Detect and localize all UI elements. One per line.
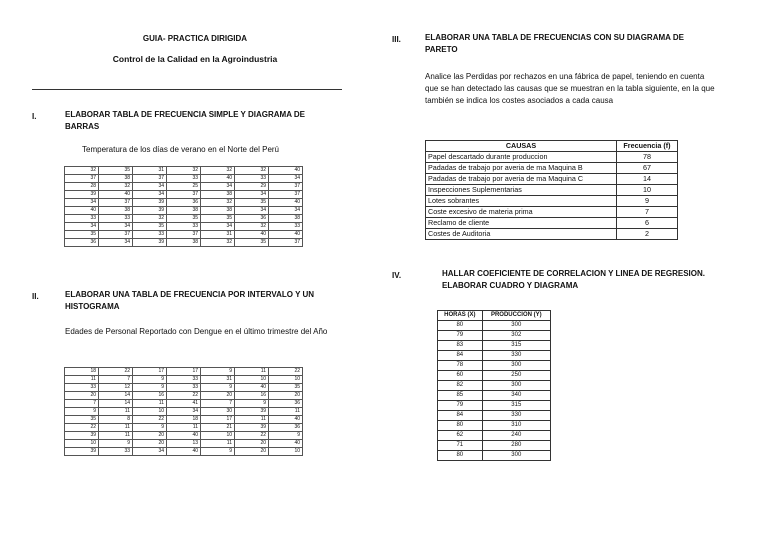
production-value: 300 xyxy=(482,451,550,461)
table-cell: 20 xyxy=(201,392,235,400)
table-cell: 33 xyxy=(99,215,133,223)
production-value: 240 xyxy=(482,431,550,441)
table-cell: 33 xyxy=(167,223,201,231)
table-cell: 7 xyxy=(65,400,99,408)
table-cell: 38 xyxy=(99,175,133,183)
table-cell: 38 xyxy=(167,239,201,247)
hours-row xyxy=(438,371,551,381)
table-cell: 39 xyxy=(133,239,167,247)
table-cell: 16 xyxy=(235,392,269,400)
causes-header: CAUSAS xyxy=(426,141,617,152)
cause-name: Reclamo de cliente xyxy=(426,218,617,229)
hours-value: 79 xyxy=(438,401,483,411)
table-cell: 22 xyxy=(99,368,133,376)
table-cell: 39 xyxy=(65,191,99,199)
section-2-number: II. xyxy=(32,292,39,301)
ages-row xyxy=(65,432,303,440)
production-value: 315 xyxy=(482,341,550,351)
table-cell: 31 xyxy=(201,376,235,384)
temperature-row xyxy=(65,183,303,191)
hours-value: 85 xyxy=(438,391,483,401)
ages-row xyxy=(65,408,303,416)
ages-row xyxy=(65,448,303,456)
table-cell: 39 xyxy=(65,432,99,440)
hours-row xyxy=(438,331,551,341)
hours-row xyxy=(438,341,551,351)
ages-row xyxy=(65,416,303,424)
cause-name: Lotes sobrantes xyxy=(426,196,617,207)
table-cell: 10 xyxy=(269,448,303,456)
section-3-paragraph: Analice las Perdidas por rechazos en una fábrica de papel, teniendo en cuenta que se han detectado las causas que se muestran en la tabla siguiente, en la que también se indica los costes asociados a cada causa xyxy=(425,72,715,105)
document-title: GUIA- PRACTICA DIRIGIDA xyxy=(142,34,248,43)
table-cell: 34 xyxy=(269,207,303,215)
table-cell: 20 xyxy=(269,392,303,400)
table-cell: 11 xyxy=(269,408,303,416)
table-cell: 38 xyxy=(269,215,303,223)
table-cell: 39 xyxy=(133,207,167,215)
table-cell: 40 xyxy=(235,231,269,239)
production-value: 315 xyxy=(482,401,550,411)
table-cell: 35 xyxy=(269,384,303,392)
hours-value: 84 xyxy=(438,411,483,421)
table-cell: 35 xyxy=(235,199,269,207)
hours-value: 71 xyxy=(438,441,483,451)
table-cell: 33 xyxy=(235,175,269,183)
cause-frequency: 7 xyxy=(617,207,678,218)
table-cell: 9 xyxy=(269,432,303,440)
table-cell: 11 xyxy=(201,440,235,448)
production-value: 340 xyxy=(482,391,550,401)
hours-production-table xyxy=(437,310,551,461)
table-cell: 34 xyxy=(133,183,167,191)
cause-frequency: 9 xyxy=(617,196,678,207)
cause-frequency: 67 xyxy=(617,163,678,174)
table-cell: 35 xyxy=(65,416,99,424)
table-cell: 33 xyxy=(269,223,303,231)
hours-row xyxy=(438,391,551,401)
table-cell: 34 xyxy=(269,175,303,183)
table-cell: 25 xyxy=(167,183,201,191)
table-cell: 22 xyxy=(65,424,99,432)
header-divider xyxy=(32,89,342,90)
table-cell: 36 xyxy=(65,239,99,247)
table-cell: 33 xyxy=(167,376,201,384)
table-cell: 34 xyxy=(65,199,99,207)
table-cell: 33 xyxy=(65,384,99,392)
cause-row xyxy=(426,163,678,174)
cause-name: Papel descartado durante produccion xyxy=(426,152,617,163)
table-cell: 32 xyxy=(99,183,133,191)
table-cell: 40 xyxy=(99,191,133,199)
table-cell: 40 xyxy=(235,384,269,392)
table-cell: 32 xyxy=(167,167,201,175)
ages-row xyxy=(65,384,303,392)
table-cell: 20 xyxy=(235,440,269,448)
cause-row xyxy=(426,218,678,229)
cause-name: Inspecciones Suplementarias xyxy=(426,185,617,196)
table-cell: 31 xyxy=(133,167,167,175)
section-4-number: IV. xyxy=(392,271,402,280)
table-cell: 31 xyxy=(201,231,235,239)
table-cell: 17 xyxy=(201,416,235,424)
table-cell: 33 xyxy=(65,215,99,223)
hours-value: 80 xyxy=(438,451,483,461)
table-cell: 9 xyxy=(133,424,167,432)
hours-row xyxy=(438,431,551,441)
table-cell: 40 xyxy=(269,167,303,175)
document-subtitle: Control de la Calidad en la Agroindustria xyxy=(112,54,278,64)
table-cell: 10 xyxy=(65,440,99,448)
hours-row xyxy=(438,451,551,461)
table-cell: 35 xyxy=(201,215,235,223)
table-cell: 7 xyxy=(99,376,133,384)
hours-value: 83 xyxy=(438,341,483,351)
cause-row xyxy=(426,174,678,185)
table-cell: 37 xyxy=(99,199,133,207)
section-3-title: ELABORAR UNA TABLA DE FRECUENCIAS CON SU DIAGRAMA DE PARETO xyxy=(425,33,684,54)
ages-row xyxy=(65,440,303,448)
table-cell: 34 xyxy=(235,207,269,215)
table-cell: 9 xyxy=(201,384,235,392)
table-cell: 18 xyxy=(65,368,99,376)
temperature-row xyxy=(65,199,303,207)
table-cell: 11 xyxy=(99,408,133,416)
table-cell: 18 xyxy=(167,416,201,424)
table-cell: 11 xyxy=(65,376,99,384)
table-cell: 10 xyxy=(133,408,167,416)
table-cell: 10 xyxy=(201,432,235,440)
table-cell: 9 xyxy=(235,400,269,408)
table-cell: 34 xyxy=(99,239,133,247)
table-cell: 28 xyxy=(65,183,99,191)
table-cell: 20 xyxy=(65,392,99,400)
table-cell: 11 xyxy=(133,400,167,408)
table-cell: 34 xyxy=(99,223,133,231)
table-cell: 37 xyxy=(269,191,303,199)
production-value: 302 xyxy=(482,331,550,341)
causes-table xyxy=(425,140,678,240)
production-value: 330 xyxy=(482,411,550,421)
temperature-row xyxy=(65,207,303,215)
table-cell: 34 xyxy=(65,223,99,231)
cause-row xyxy=(426,196,678,207)
table-cell: 33 xyxy=(99,448,133,456)
ages-row xyxy=(65,376,303,384)
table-cell: 37 xyxy=(269,183,303,191)
table-cell: 32 xyxy=(201,239,235,247)
table-cell: 40 xyxy=(167,432,201,440)
table-cell: 33 xyxy=(133,231,167,239)
temperature-row xyxy=(65,239,303,247)
table-cell: 9 xyxy=(201,448,235,456)
table-cell: 9 xyxy=(65,408,99,416)
ages-row xyxy=(65,400,303,408)
table-cell: 34 xyxy=(201,223,235,231)
ages-row xyxy=(65,392,303,400)
table-cell: 37 xyxy=(65,175,99,183)
table-cell: 32 xyxy=(235,167,269,175)
table-cell: 22 xyxy=(235,432,269,440)
table-cell: 40 xyxy=(269,199,303,207)
temperature-row xyxy=(65,215,303,223)
table-cell: 21 xyxy=(201,424,235,432)
table-cell: 39 xyxy=(235,408,269,416)
hours-value: 62 xyxy=(438,431,483,441)
cause-frequency: 10 xyxy=(617,185,678,196)
temperature-row xyxy=(65,167,303,175)
table-cell: 11 xyxy=(99,432,133,440)
table-cell: 22 xyxy=(133,416,167,424)
table-cell: 33 xyxy=(167,384,201,392)
production-value: 300 xyxy=(482,321,550,331)
table-cell: 34 xyxy=(133,448,167,456)
table-cell: 39 xyxy=(65,448,99,456)
table-cell: 32 xyxy=(201,199,235,207)
hours-value: 82 xyxy=(438,381,483,391)
section-1-number: I. xyxy=(32,112,37,121)
frequency-header: Frecuencia (f) xyxy=(617,141,678,152)
cause-name: Costes de Auditoria xyxy=(426,229,617,240)
section-1-caption: Temperatura de los días de verano en el Norte del Perú xyxy=(82,145,280,154)
hours-value: 60 xyxy=(438,371,483,381)
hours-value: 78 xyxy=(438,361,483,371)
table-cell: 9 xyxy=(133,384,167,392)
cause-name: Padadas de trabajo por averia de ma Maquina C xyxy=(426,174,617,185)
table-cell: 35 xyxy=(65,231,99,239)
cause-name: Padadas de trabajo por averia de ma Maquina B xyxy=(426,163,617,174)
table-cell: 32 xyxy=(133,215,167,223)
table-cell: 9 xyxy=(133,376,167,384)
temperature-table xyxy=(64,166,303,247)
cause-row xyxy=(426,229,678,240)
table-cell: 32 xyxy=(201,167,235,175)
table-cell: 38 xyxy=(99,207,133,215)
table-cell: 41 xyxy=(167,400,201,408)
hours-row xyxy=(438,401,551,411)
table-cell: 37 xyxy=(133,175,167,183)
cause-frequency: 14 xyxy=(617,174,678,185)
section-3-number: III. xyxy=(392,35,401,44)
table-cell: 36 xyxy=(269,400,303,408)
production-header: PRODUCCION (Y) xyxy=(482,311,550,321)
table-cell: 14 xyxy=(99,400,133,408)
cause-frequency: 78 xyxy=(617,152,678,163)
cause-frequency: 6 xyxy=(617,218,678,229)
hours-value: 84 xyxy=(438,351,483,361)
table-cell: 34 xyxy=(133,191,167,199)
table-cell: 9 xyxy=(201,368,235,376)
table-cell: 37 xyxy=(269,239,303,247)
hours-value: 80 xyxy=(438,421,483,431)
production-value: 310 xyxy=(482,421,550,431)
table-cell: 37 xyxy=(167,191,201,199)
table-cell: 30 xyxy=(201,408,235,416)
hours-row xyxy=(438,411,551,421)
hours-value: 79 xyxy=(438,331,483,341)
table-cell: 33 xyxy=(167,175,201,183)
table-cell: 11 xyxy=(167,424,201,432)
table-cell: 40 xyxy=(65,207,99,215)
table-cell: 34 xyxy=(167,408,201,416)
table-cell: 35 xyxy=(133,223,167,231)
production-value: 280 xyxy=(482,441,550,451)
table-cell: 7 xyxy=(201,400,235,408)
temperature-row xyxy=(65,191,303,199)
table-cell: 34 xyxy=(235,191,269,199)
table-cell: 11 xyxy=(99,424,133,432)
table-cell: 37 xyxy=(167,231,201,239)
table-cell: 16 xyxy=(133,392,167,400)
hours-row xyxy=(438,361,551,371)
hours-value: 80 xyxy=(438,321,483,331)
table-cell: 11 xyxy=(235,416,269,424)
table-cell: 40 xyxy=(269,231,303,239)
table-cell: 10 xyxy=(269,376,303,384)
table-cell: 32 xyxy=(235,223,269,231)
table-cell: 36 xyxy=(167,199,201,207)
table-cell: 22 xyxy=(167,392,201,400)
table-cell: 20 xyxy=(133,440,167,448)
section-2-title: ELABORAR UNA TABLA DE FRECUENCIA POR INTERVALO Y UN HISTOGRAMA xyxy=(65,290,315,311)
table-cell: 40 xyxy=(269,440,303,448)
table-cell: 13 xyxy=(167,440,201,448)
hours-header: HORAS (X) xyxy=(438,311,483,321)
table-cell: 36 xyxy=(269,424,303,432)
cause-row xyxy=(426,152,678,163)
table-cell: 37 xyxy=(99,231,133,239)
table-cell: 38 xyxy=(201,191,235,199)
table-cell: 9 xyxy=(99,440,133,448)
table-cell: 40 xyxy=(269,416,303,424)
temperature-row xyxy=(65,231,303,239)
section-1-title: ELABORAR TABLA DE FRECUENCIA SIMPLE Y DIAGRAMA DE BARRAS xyxy=(65,110,306,131)
table-cell: 39 xyxy=(133,199,167,207)
hours-row xyxy=(438,381,551,391)
table-cell: 20 xyxy=(133,432,167,440)
table-cell: 14 xyxy=(99,392,133,400)
ages-table xyxy=(64,367,303,456)
production-value: 300 xyxy=(482,381,550,391)
hours-row xyxy=(438,421,551,431)
table-cell: 12 xyxy=(99,384,133,392)
table-cell: 38 xyxy=(167,207,201,215)
production-value: 300 xyxy=(482,361,550,371)
production-value: 250 xyxy=(482,371,550,381)
table-cell: 11 xyxy=(235,368,269,376)
table-cell: 35 xyxy=(99,167,133,175)
production-value: 330 xyxy=(482,351,550,361)
table-cell: 36 xyxy=(235,215,269,223)
table-cell: 29 xyxy=(235,183,269,191)
table-cell: 40 xyxy=(167,448,201,456)
ages-row xyxy=(65,368,303,376)
table-cell: 17 xyxy=(167,368,201,376)
temperature-row xyxy=(65,175,303,183)
table-cell: 8 xyxy=(99,416,133,424)
table-cell: 34 xyxy=(201,183,235,191)
cause-row xyxy=(426,207,678,218)
table-cell: 35 xyxy=(167,215,201,223)
table-cell: 38 xyxy=(201,207,235,215)
hours-row xyxy=(438,321,551,331)
hours-row xyxy=(438,351,551,361)
cause-frequency: 2 xyxy=(617,229,678,240)
table-cell: 22 xyxy=(269,368,303,376)
table-cell: 10 xyxy=(235,376,269,384)
temperature-row xyxy=(65,223,303,231)
table-cell: 17 xyxy=(133,368,167,376)
ages-row xyxy=(65,424,303,432)
cause-name: Coste excesivo de materia prima xyxy=(426,207,617,218)
table-cell: 39 xyxy=(235,424,269,432)
table-cell: 32 xyxy=(65,167,99,175)
hours-row xyxy=(438,441,551,451)
section-4-title: HALLAR COEFICIENTE DE CORRELACION Y LINEA DE REGRESION. ELABORAR CUADRO Y DIAGRAMA xyxy=(442,269,705,290)
table-cell: 40 xyxy=(201,175,235,183)
cause-row xyxy=(426,185,678,196)
table-cell: 20 xyxy=(235,448,269,456)
section-2-caption: Edades de Personal Reportado con Dengue en el último trimestre del Año xyxy=(65,327,328,336)
table-cell: 35 xyxy=(235,239,269,247)
